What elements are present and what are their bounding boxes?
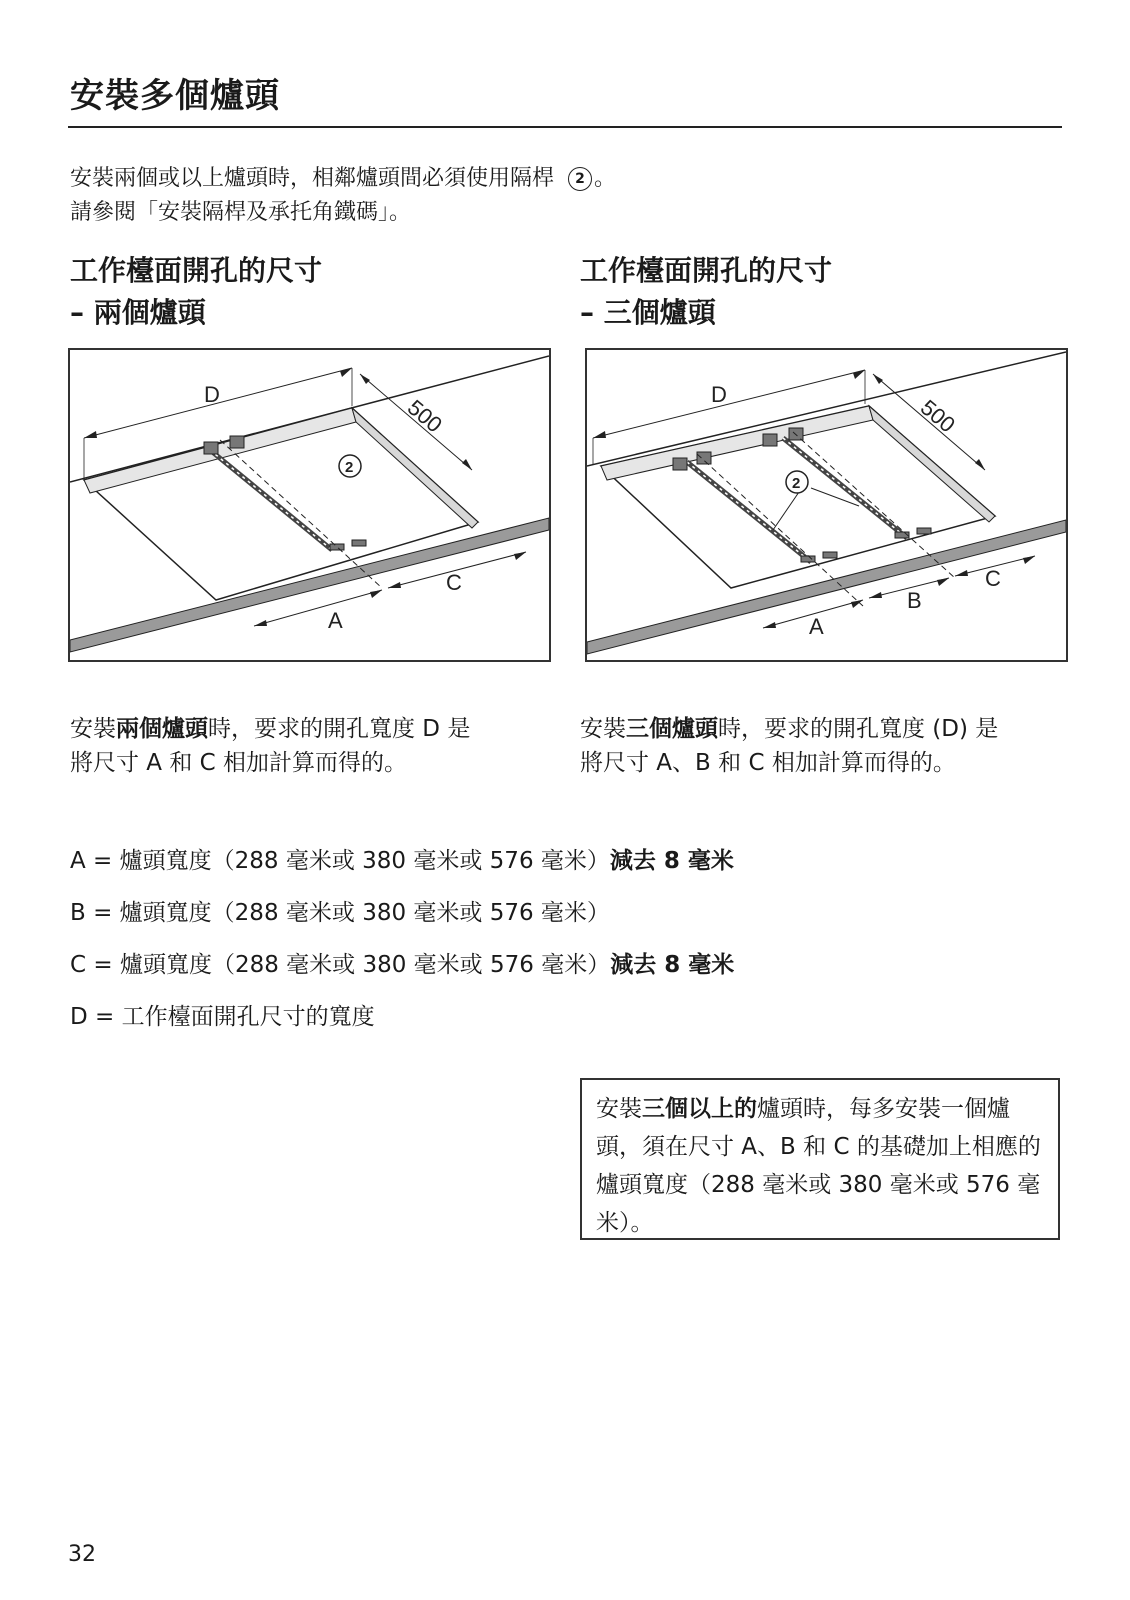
right-caption-line-2: 將尺寸 A、B 和 C 相加計算而得的。: [580, 750, 956, 776]
label-marker-2: 2: [345, 459, 354, 476]
note-pre: 安裝: [596, 1096, 642, 1122]
note-post: 爐頭時，每多安裝一個爐頭，須在尺寸 A、B 和 C 的基礎加上相應的爐頭寬度（288 毫米或 380 毫米或 576 毫米）。: [596, 1096, 1041, 1236]
formula-a-bold: 減去 8 毫米: [609, 848, 734, 874]
page-title: 安裝多個爐頭: [70, 76, 280, 116]
label-c: C: [446, 570, 462, 595]
formula-d: [70, 1002, 375, 1032]
right-heading-line-1: 工作檯面開孔的尺寸: [580, 254, 833, 287]
label-marker-2: 2: [792, 475, 801, 492]
right-caption-pre: 安裝: [580, 716, 626, 742]
three-hob-cutout-diagram: [585, 348, 1068, 662]
left-section-heading: [70, 250, 322, 334]
left-caption-bold: 兩個爐頭: [116, 716, 208, 742]
label-a: A: [328, 608, 343, 633]
intro-period: 。: [594, 166, 617, 191]
formula-b-text: B = 爐頭寬度（288 毫米或 380 毫米或 576 毫米）: [70, 900, 610, 926]
left-caption-post: 時，要求的開孔寬度 D 是: [208, 716, 471, 742]
spacer-marker: 2: [568, 167, 592, 191]
intro-line-1: [70, 162, 616, 196]
right-section-heading: [580, 250, 832, 334]
label-d: D: [711, 382, 727, 407]
left-caption: [70, 712, 470, 780]
label-500: 500: [402, 394, 447, 438]
title-divider: [68, 126, 1062, 128]
intro-paragraph: [70, 162, 616, 230]
right-caption: [580, 712, 998, 780]
note-bold: 三個以上的: [642, 1096, 757, 1122]
label-c: C: [985, 566, 1001, 591]
page-number: 32: [68, 1542, 96, 1567]
two-hob-cutout-diagram: [68, 348, 551, 662]
formula-c: [70, 950, 734, 980]
right-caption-post: 時，要求的開孔寬度 (D) 是: [718, 716, 999, 742]
left-heading-line-1: 工作檯面開孔的尺寸: [70, 254, 323, 287]
formula-c-text: C = 爐頭寬度（288 毫米或 380 毫米或 576 毫米）: [70, 952, 611, 978]
right-heading-line-2: – 三個爐頭: [580, 296, 716, 329]
formula-c-bold: 減去 8 毫米: [610, 952, 735, 978]
intro-text: 安裝兩個或以上爐頭時，相鄰爐頭間必須使用隔桿: [70, 166, 555, 191]
left-heading-line-2: – 兩個爐頭: [70, 296, 206, 329]
right-caption-bold: 三個爐頭: [626, 716, 718, 742]
label-500: 500: [915, 394, 960, 438]
label-b: B: [907, 588, 922, 613]
label-a: A: [809, 614, 824, 639]
left-caption-pre: 安裝: [70, 716, 116, 742]
formula-a: [70, 846, 734, 876]
intro-line-2: 請參閱「安裝隔桿及承托角鐵碼」。: [70, 200, 412, 225]
additional-hob-note: [580, 1078, 1060, 1240]
formula-b: [70, 898, 610, 928]
formula-a-text: A = 爐頭寬度（288 毫米或 380 毫米或 576 毫米）: [70, 848, 610, 874]
formula-d-text: D = 工作檯面開孔尺寸的寬度: [70, 1004, 375, 1030]
label-d: D: [204, 382, 220, 407]
left-caption-line-2: 將尺寸 A 和 C 相加計算而得的。: [70, 750, 408, 776]
